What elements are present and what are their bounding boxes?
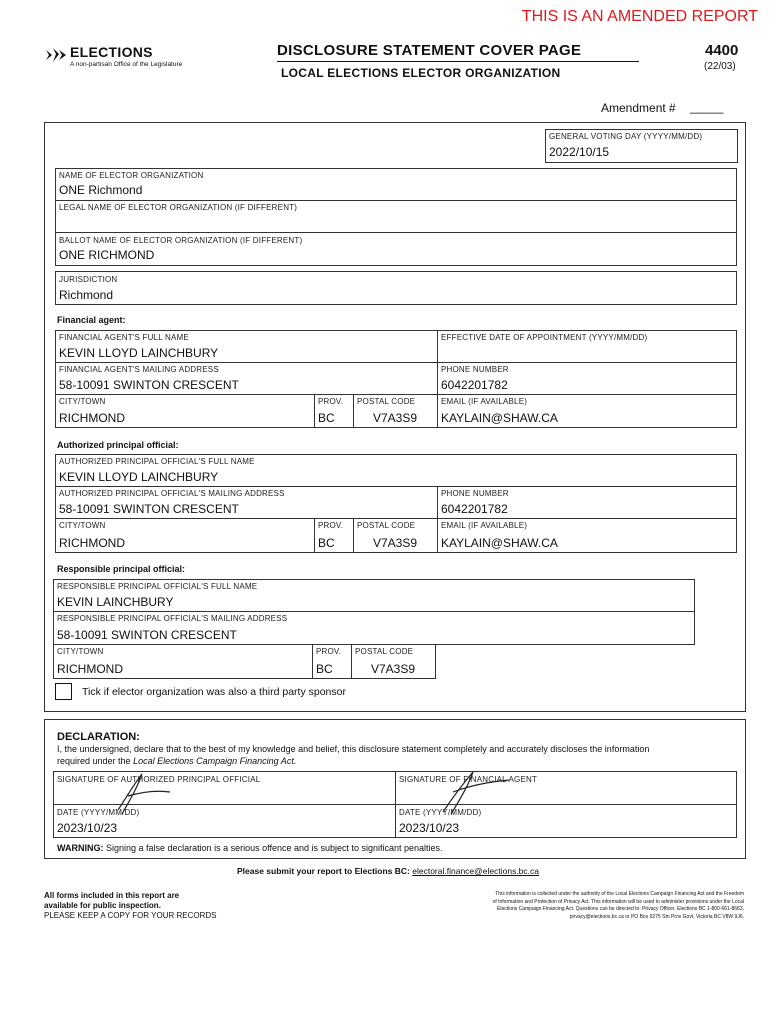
ro-prov-value: BC bbox=[316, 662, 333, 676]
fa-city-label: CITY/TOWN bbox=[59, 397, 106, 406]
fa-prov-value: BC bbox=[318, 411, 335, 425]
ao-name-value: KEVIN LLOYD LAINCHBURY bbox=[59, 470, 219, 484]
date-official-label: DATE (YYYY/MM/DD) bbox=[57, 808, 140, 817]
jurisdiction-cell[interactable] bbox=[55, 271, 737, 305]
general-voting-day-value: 2022/10/15 bbox=[549, 145, 610, 159]
warning-label: WARNING: bbox=[57, 843, 104, 853]
declaration-text-line-2a: required under the bbox=[57, 756, 134, 766]
ro-address-cell[interactable] bbox=[53, 611, 695, 645]
date-official-value: 2023/10/23 bbox=[57, 821, 118, 835]
ballot-name-value: ONE RICHMOND bbox=[59, 248, 155, 262]
jurisdiction-label: JURISDICTION bbox=[59, 275, 118, 284]
general-voting-day-label: GENERAL VOTING DAY (YYYY/MM/DD) bbox=[549, 132, 703, 141]
fa-email-value: KAYLAIN@SHAW.CA bbox=[441, 411, 558, 425]
ro-address-value: 58-10091 SWINTON CRESCENT bbox=[57, 628, 237, 642]
ao-name-cell[interactable] bbox=[55, 454, 737, 487]
ao-email-value: KAYLAIN@SHAW.CA bbox=[441, 536, 558, 550]
ao-phone-label: PHONE NUMBER bbox=[441, 489, 509, 498]
ao-postal-cell[interactable] bbox=[353, 518, 438, 553]
ao-phone-value: 6042201782 bbox=[441, 502, 508, 516]
fa-address-label: FINANCIAL AGENT'S MAILING ADDRESS bbox=[59, 365, 219, 374]
third-party-checkbox[interactable] bbox=[55, 683, 72, 700]
footer-right-line-3: Elections Campaign Financing Act. Questions can be directed to: Privacy Officer, Elections BC 1-800-661-8683, bbox=[497, 906, 744, 912]
fa-email-cell[interactable] bbox=[437, 394, 737, 428]
ro-name-label: RESPONSIBLE PRINCIPAL OFFICIAL'S FULL NAME bbox=[57, 582, 258, 591]
authorized-official-heading: Authorized principal official: bbox=[57, 440, 179, 450]
ro-prov-label: PROV. bbox=[316, 647, 342, 656]
footer-privacy-notice bbox=[493, 891, 744, 921]
ro-postal-value: V7A3S9 bbox=[371, 662, 416, 676]
footer-left-line-3: PLEASE KEEP A COPY FOR YOUR RECORDS bbox=[44, 911, 217, 920]
fa-name-value: KEVIN LLOYD LAINCHBURY bbox=[59, 346, 219, 360]
ao-postal-value: V7A3S9 bbox=[373, 536, 418, 550]
organization-name-value: ONE Richmond bbox=[59, 183, 143, 197]
general-voting-day-cell[interactable] bbox=[545, 129, 738, 163]
ao-city-cell[interactable] bbox=[55, 518, 315, 553]
warning-text: Signing a false declaration is a serious offence and is subject to significant penalties. bbox=[106, 843, 443, 853]
ro-postal-label: POSTAL CODE bbox=[355, 647, 414, 656]
financial-agent-heading: Financial agent: bbox=[57, 315, 126, 325]
fa-phone-cell[interactable] bbox=[437, 362, 737, 395]
declaration-text-line-1: I, the undersigned, declare that to the best of my knowledge and belief, this disclosure statement completely and accurately discloses the information bbox=[57, 744, 650, 754]
amended-banner: THIS IS AN AMENDED REPORT bbox=[521, 8, 758, 25]
ao-postal-label: POSTAL CODE bbox=[357, 521, 416, 530]
submit-text: Please submit your report to Elections BC: bbox=[237, 866, 410, 876]
fa-phone-value: 6042201782 bbox=[441, 378, 508, 392]
declaration-text-line-2 bbox=[57, 756, 296, 766]
ro-postal-cell[interactable] bbox=[351, 644, 436, 679]
ao-name-label: AUTHORIZED PRINCIPAL OFFICIAL'S FULL NAME bbox=[59, 457, 255, 466]
fa-city-value: RICHMOND bbox=[59, 411, 125, 425]
ro-prov-cell[interactable] bbox=[312, 644, 352, 679]
fa-prov-label: PROV. bbox=[318, 397, 344, 406]
agent-signature bbox=[435, 768, 515, 818]
ro-city-cell[interactable] bbox=[53, 644, 313, 679]
ao-email-cell[interactable] bbox=[437, 518, 737, 553]
date-agent-label: DATE (YYYY/MM/DD) bbox=[399, 808, 482, 817]
date-agent-value: 2023/10/23 bbox=[399, 821, 460, 835]
legal-name-cell[interactable] bbox=[55, 200, 737, 233]
fa-appointment-label: EFFECTIVE DATE OF APPOINTMENT (YYYY/MM/DD) bbox=[441, 333, 648, 342]
ao-city-value: RICHMOND bbox=[59, 536, 125, 550]
ao-email-label: EMAIL (IF AVAILABLE) bbox=[441, 521, 528, 530]
fa-name-label: FINANCIAL AGENT'S FULL NAME bbox=[59, 333, 189, 342]
ro-city-label: CITY/TOWN bbox=[57, 647, 104, 656]
fa-email-label: EMAIL (IF AVAILABLE) bbox=[441, 397, 528, 406]
ao-city-label: CITY/TOWN bbox=[59, 521, 106, 530]
fa-prov-cell[interactable] bbox=[314, 394, 354, 428]
form-version: (22/03) bbox=[704, 61, 736, 72]
organization-name-label: NAME OF ELECTOR ORGANIZATION bbox=[59, 171, 204, 180]
amendment-label: Amendment # bbox=[601, 101, 676, 115]
ao-address-cell[interactable] bbox=[55, 486, 438, 519]
footer-right-line-1: This information is collected under the authority of the Local Elections Campaign Financing Act and the Freedom bbox=[495, 891, 744, 897]
ro-name-cell[interactable] bbox=[53, 579, 695, 612]
ao-prov-value: BC bbox=[318, 536, 335, 550]
ao-prov-label: PROV. bbox=[318, 521, 344, 530]
ao-address-value: 58-10091 SWINTON CRESCENT bbox=[59, 502, 239, 516]
form-number: 4400 bbox=[705, 42, 739, 59]
ballot-name-cell[interactable] bbox=[55, 232, 737, 266]
ao-phone-cell[interactable] bbox=[437, 486, 737, 519]
footer-left-line-1: All forms included in this report are bbox=[44, 891, 180, 900]
fa-name-cell[interactable] bbox=[55, 330, 438, 363]
ro-city-value: RICHMOND bbox=[57, 662, 123, 676]
ao-prov-cell[interactable] bbox=[314, 518, 354, 553]
logo-tagline: A non-partisan Office of the Legislature bbox=[70, 61, 183, 68]
elections-bc-logo-icon bbox=[44, 46, 68, 64]
fa-address-value: 58-10091 SWINTON CRESCENT bbox=[59, 378, 239, 392]
form-subtitle: LOCAL ELECTIONS ELECTOR ORGANIZATION bbox=[281, 66, 561, 80]
form-title: DISCLOSURE STATEMENT COVER PAGE bbox=[277, 42, 582, 59]
responsible-official-heading: Responsible principal official: bbox=[57, 564, 186, 574]
jurisdiction-value: Richmond bbox=[59, 288, 114, 302]
ro-address-label: RESPONSIBLE PRINCIPAL OFFICIAL'S MAILING ADDRESS bbox=[57, 614, 288, 623]
fa-phone-label: PHONE NUMBER bbox=[441, 365, 509, 374]
fa-postal-value: V7A3S9 bbox=[373, 411, 418, 425]
footer-left-line-2: available for public inspection. bbox=[44, 901, 161, 910]
ro-name-value: KEVIN LAINCHBURY bbox=[57, 595, 174, 609]
warning-line bbox=[57, 843, 443, 853]
sig-agent-label: SIGNATURE OF FINANCIAL AGENT bbox=[399, 775, 538, 784]
declaration-heading: DECLARATION: bbox=[57, 731, 140, 743]
declaration-act-name: Local Elections Campaign Financing Act. bbox=[133, 756, 297, 766]
submit-email-link[interactable]: electoral.finance@elections.bc.ca bbox=[412, 866, 540, 876]
organization-name-cell[interactable] bbox=[55, 168, 737, 201]
footer-right-line-2: of Information and Protection of Privacy Act. This information will be used to administer provisions under the Local bbox=[492, 898, 744, 905]
footer-left bbox=[44, 891, 217, 921]
amendment-blank[interactable]: _____ bbox=[690, 100, 724, 114]
logo-wordmark: ELECTIONS bbox=[70, 44, 153, 60]
fa-postal-cell[interactable] bbox=[353, 394, 438, 428]
legal-name-label: LEGAL NAME OF ELECTOR ORGANIZATION (IF DIFFERENT) bbox=[59, 203, 298, 212]
submit-line bbox=[237, 866, 539, 876]
fa-address-cell[interactable] bbox=[55, 362, 438, 395]
title-rule bbox=[277, 61, 639, 62]
ao-address-label: AUTHORIZED PRINCIPAL OFFICIAL'S MAILING ADDRESS bbox=[59, 489, 285, 498]
third-party-checkbox-label: Tick if elector organization was also a third party sponsor bbox=[82, 686, 346, 698]
sig-official-cell[interactable] bbox=[53, 771, 396, 805]
official-signature bbox=[108, 770, 178, 820]
date-official-cell[interactable] bbox=[53, 804, 396, 838]
fa-postal-label: POSTAL CODE bbox=[357, 397, 416, 406]
footer-right-line-4: privacy@elections.bc.ca or PO Box 9275 Stn Prov Govt, Victoria BC V8W 9J6. bbox=[569, 913, 744, 920]
fa-appointment-cell[interactable] bbox=[437, 330, 737, 363]
sig-official-label: SIGNATURE OF AUTHORIZED PRINCIPAL OFFICIAL bbox=[57, 775, 261, 784]
fa-city-cell[interactable] bbox=[55, 394, 315, 428]
ballot-name-label: BALLOT NAME OF ELECTOR ORGANIZATION (IF DIFFERENT) bbox=[59, 236, 303, 245]
